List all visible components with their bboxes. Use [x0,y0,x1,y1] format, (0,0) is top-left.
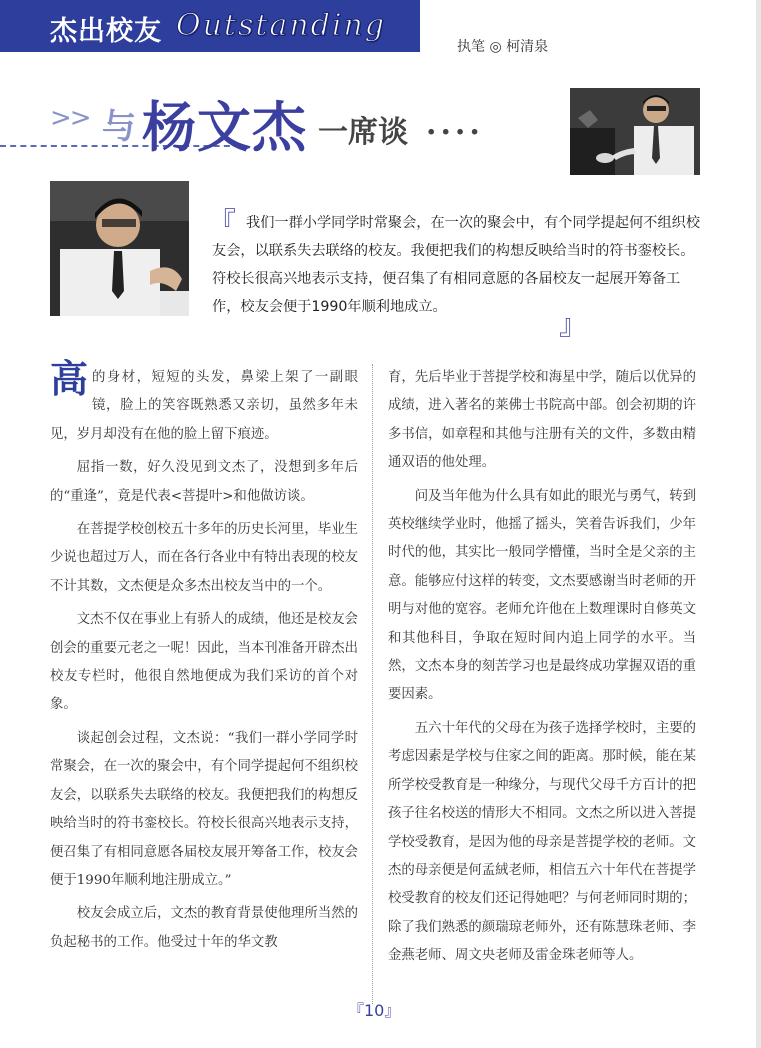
paragraph: 育，先后毕业于菩提学校和海星中学，随后以优异的成绩，进入著名的莱佛士书院高中部。创会初期的许多书信，如章程和其他与注册有关的文件，多数由精通双语的他处理。 [388,370,696,471]
paragraph: 屈指一数，好久没见到文杰了，没想到多年后的“重逢”，竟是代表<菩提叶>和他做访谈。 [50,460,358,504]
title-arrows: >> [50,103,90,133]
paragraph: 谈起创会过程，文杰说：“我们一群小学同学时常聚会，在一次的聚会中，有个同学提起何不组织校友会，以联系失去联络的校友。我便把我们的构想反映给当时的符书銮校长。符校长很高兴地表示支持，便召集了有相同意愿各届校友展开筹备工作，校友会便于1990年顺利地注册成立。” [50,730,358,888]
section-title-en: Outstanding [176,8,386,43]
byline: 执笔 ◎ 柯清泉 [457,39,549,55]
header-banner [0,0,420,52]
paragraph: 在菩提学校创校五十多年的历史长河里，毕业生少说也超过万人，而在各行各业中有特出表现的校友不计其数，文杰便是众多杰出校友当中的一个。 [50,522,358,594]
drop-cap: 高 [50,357,89,401]
page-number: 『10』 [348,1001,401,1020]
photo-portrait [50,181,189,316]
article-column-right [388,364,696,976]
quote-text: 我们一群小学同学时常聚会，在一次的聚会中，有个同学提起何不组织校友会，以联系失去联络的校友。我便把我们的构想反映给当时的符书銮校长。符校长很高兴地表示支持，便召集了有相同意愿的各届校友一起展开筹备工作，校友会便于1990年顺利地成立。 [212,215,701,315]
section-title-cn: 杰出校友 [50,16,162,47]
quote-close-mark: 』 [559,308,588,341]
paragraph: 五六十年代的父母在为孩子选择学校时，主要的考虑因素是学校与住家之间的距离。那时候，能在某所学校受教育是一种缘分，与现代父母千方百计的把孩子往名校送的情形大不相同。文杰之所以进入菩提学校受教育，是因为他的母亲是菩提学校的老师。文杰的母亲便是何孟絨老师，相信五六十年代在菩提学校受教育的校友们还记得她吧？与何老师同时期的；除了我们熟悉的颜瑞琼老师外，还有陈慧珠老师、李金燕老师、周文央老师及雷金珠老师等人。 [388,720,696,964]
title-name: 杨文杰 [142,95,307,159]
article-title [0,85,560,159]
paragraph: 校友会成立后，文杰的教育背景使他理所当然的负起秘书的工作。他受过十年的华文教 [50,906,358,950]
photo-interview [570,88,700,175]
page-edge [756,0,761,1048]
title-suffix: 一席谈 [318,115,408,150]
paragraph: 文杰不仅在事业上有骄人的成绩，他还是校友会创会的重要元老之一呢！因此，当本刊准备开辟杰出校友专栏时，他很自然地便成为我们采访的首个对象。 [50,612,358,713]
quote-open-mark: 『 [208,206,237,239]
article-column-left [50,357,358,962]
paragraph: 问及当年他为什么具有如此的眼光与勇气，转到英校继续学业时，他摇了摇头，笑着告诉我们，少年时代的他，其实比一般同学懵懂，当时全是父亲的主意。能够应付这样的转变，文杰要感谢当时老师的开明与对他的宽容。老师允许他在上数理课时自修英文和其他科目，争取在短时间内追上同学的水平。当然，文杰本身的刻苦学习也是最终成功掌握双语的重要因素。 [388,488,696,703]
paragraph: 高的身材，短短的头发，鼻梁上架了一副眼镜，脸上的笑容既熟悉又亲切，虽然多年未见，岁月却没有在他的脸上留下痕迹。 [50,357,358,442]
title-prefix: 与 [102,107,136,147]
title-dots: .... [426,107,484,142]
column-divider [372,364,373,1004]
